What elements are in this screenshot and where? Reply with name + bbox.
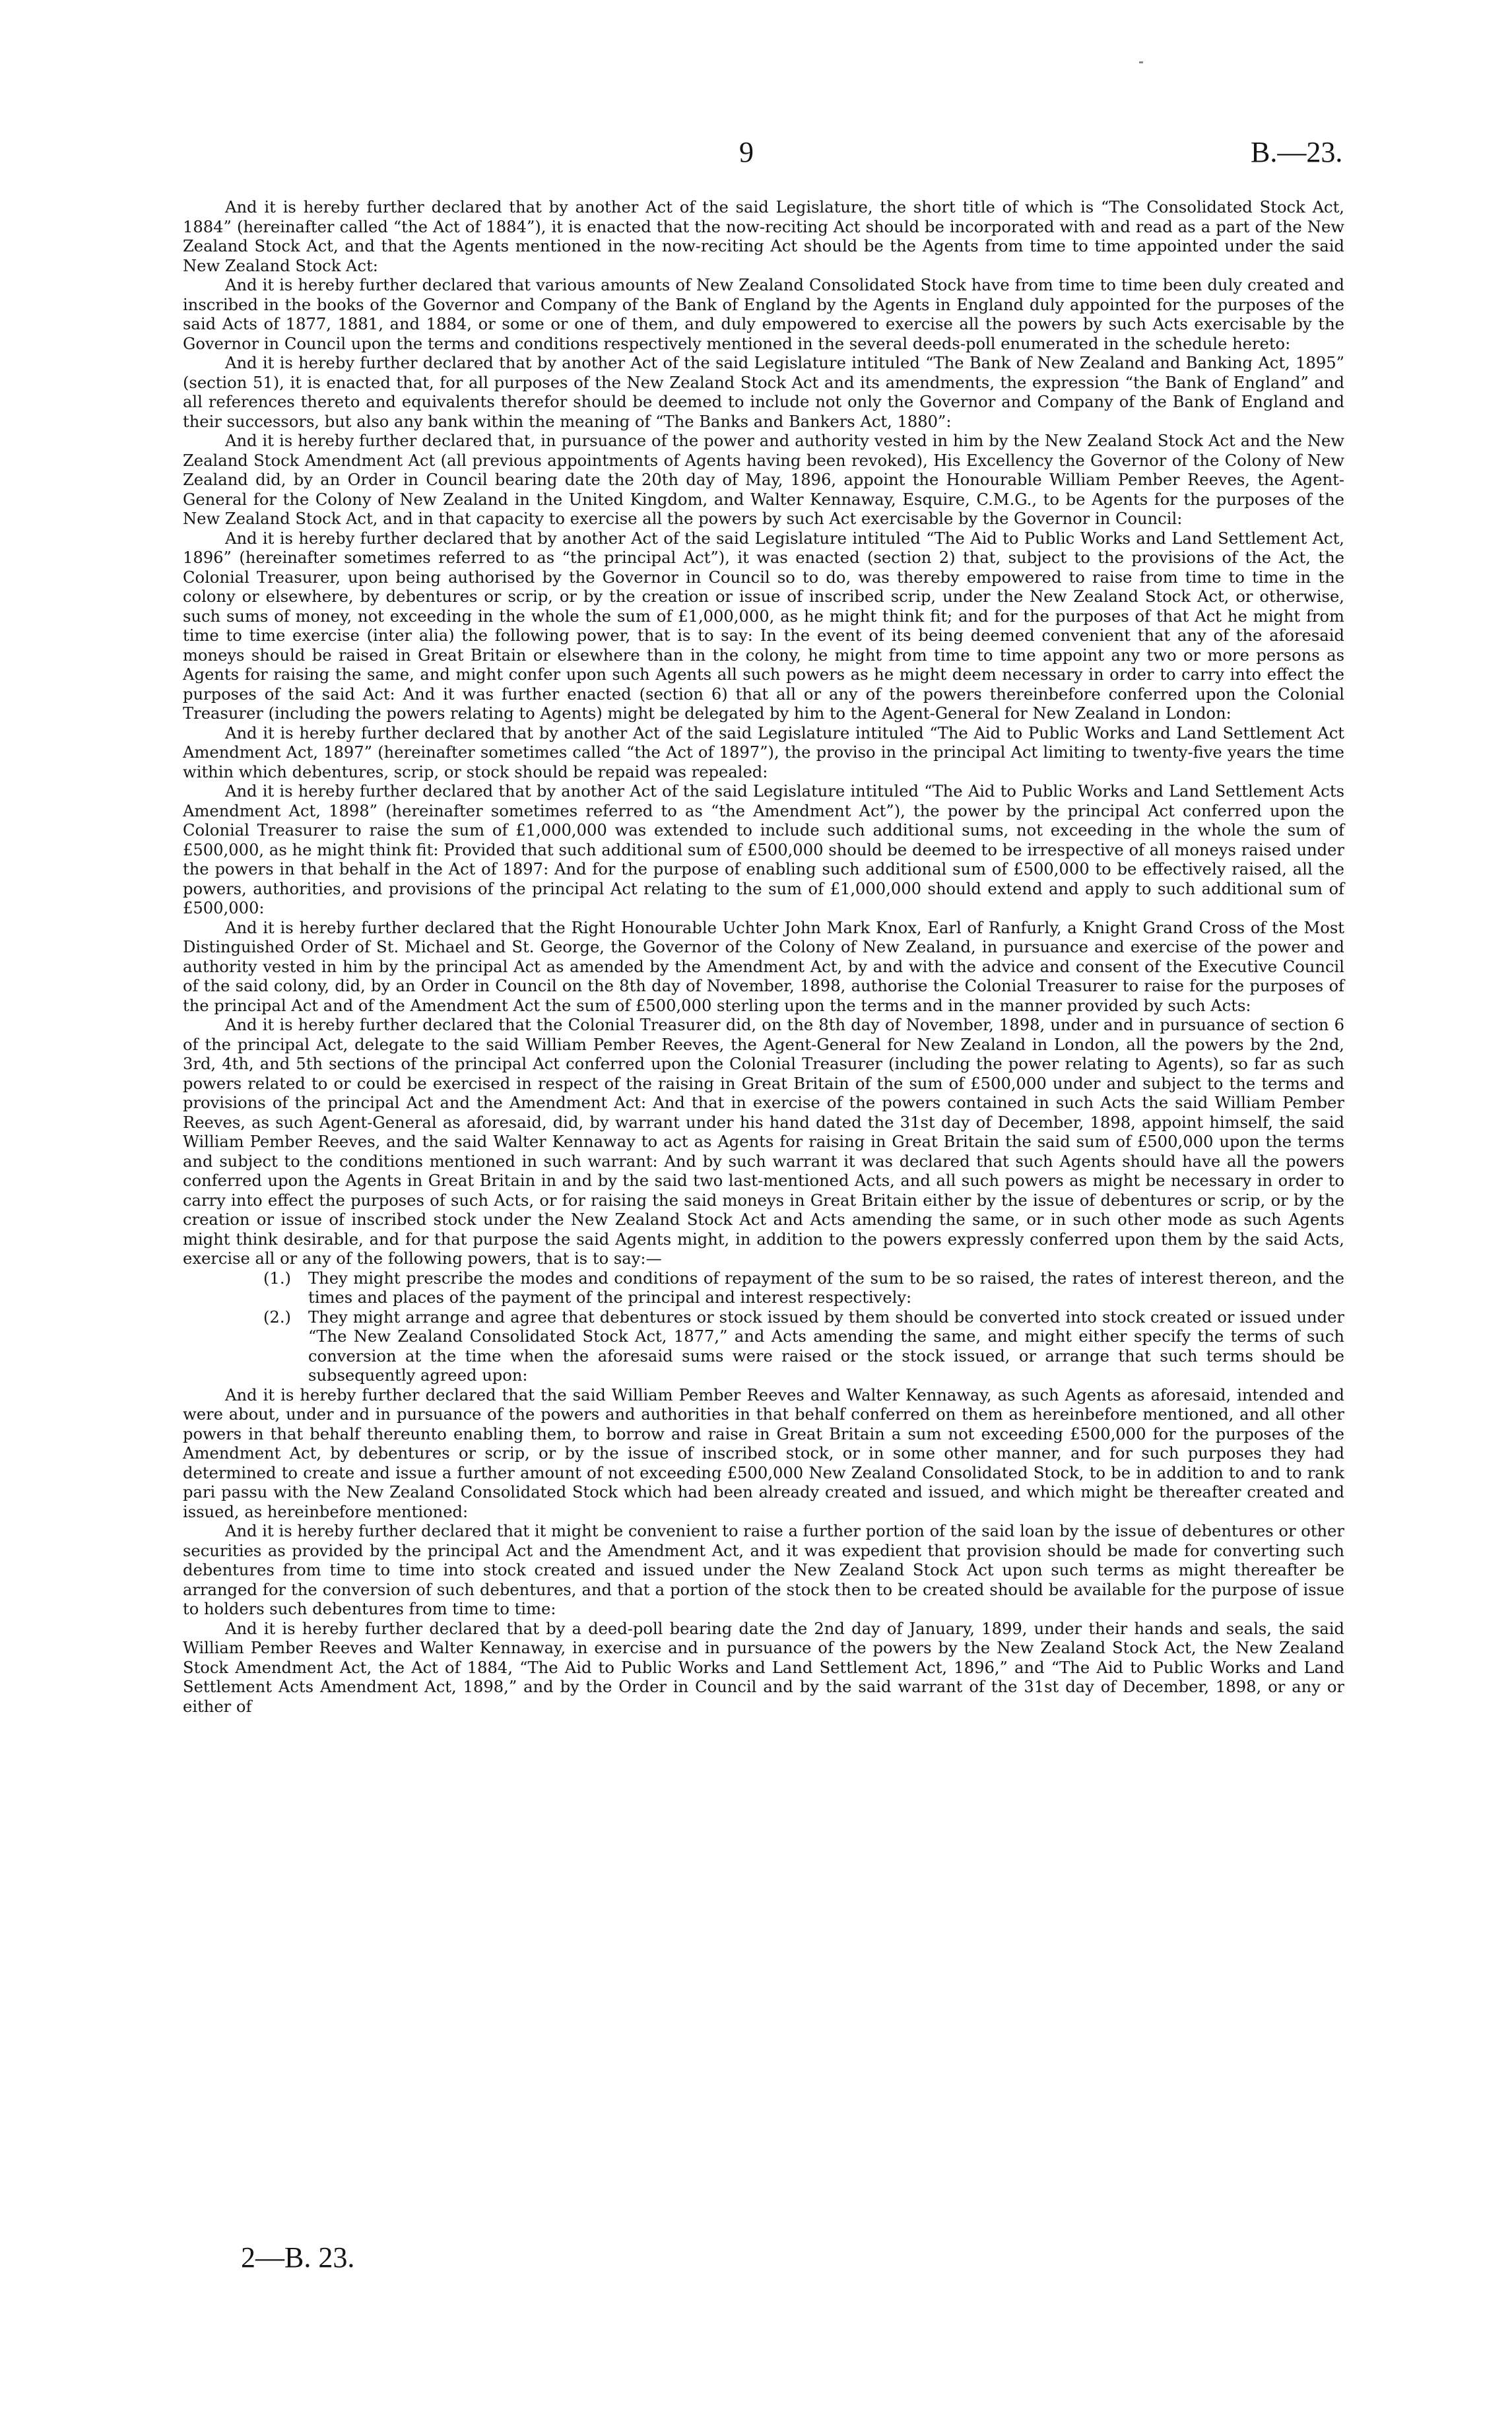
list-item (183, 1308, 1344, 1386)
list-item-number: (2.) (263, 1307, 291, 1327)
paragraph: And it is hereby further declared that the said William Pember Reeves and Walter Kennaway, as such Agents as aforesaid, intended and were about, under and in pursuance of the powers and authorities in that behalf conferred on them as hereinbefore mentioned, and all other powers in that behalf thereunto enabling them, to borrow and raise in Great Britain a sum not exceeding £500,000 for the purposes of the Amendment Act, by debentures or scrip, or by the issue of inscribed stock, or in some other manner, and for such purposes they had determined to create and issue a further amount of not exceeding £500,000 New Zealand Consolidated Stock, to be in addition to and to rank pari passu with the New Zealand Consolidated Stock which had been already created and issued, and which might be thereafter created and issued, as hereinbefore mentioned: (183, 1385, 1344, 1521)
page-number: 9 (739, 136, 754, 168)
paragraph: And it is hereby further declared that the Colonial Treasurer did, on the 8th day of November, 1898, under and in pursuance of section 6 of the principal Act, delegate to the said William Pember Reeves, the Agent-General for New Zealand in London, all the powers by the 2nd, 3rd, 4th, and 5th sections of the principal Act conferred upon the Colonial Treasurer (including the power relating to Agents), so far as such powers related to or could be exercised in respect of the raising in Great Britain of the sum of £500,000 under and subject to the terms and provisions of the principal Act and the Amendment Act: And that in exercise of the powers contained in such Acts the said William Pember Reeves, as such Agent-General as aforesaid, did, by warrant under his hand dated the 31st day of December, 1898, appoint himself, the said William Pember Reeves, and the said Walter Kennaway to act as Agents for raising in Great Britain the said sum of £500,000 upon the terms and subject to the conditions mentioned in such warrant: And by such warrant it was declared that such Agents should have all the powers conferred upon the Agents in Great Britain in and by the said two last-mentioned Acts, and all such powers as might be necessary in order to carry into effect the purposes of such Acts, or for raising the said moneys in Great Britain either by the issue of debentures or scrip, or by the creation or issue of inscribed stock under the New Zealand Stock Act and Acts amending the same, or in such other mode as such Agents might think desirable, and for that purpose the said Agents might, in addition to the powers expressly conferred upon them by the said Acts, exercise all or any of the following powers, that is to say:— (183, 1016, 1344, 1268)
sheet-signature: 2—B. 23. (241, 2241, 355, 2274)
paragraph: And it is hereby further declared that the Right Honourable Uchter John Mark Knox, Earl of Ranfurly, a Knight Grand Cross of the Most Distinguished Order of St. Michael and St. George, the Governor of the Colony of New Zealand, in pursuance and exercise of the power and authority vested in him by the principal Act as amended by the Amendment Act, by and with the advice and consent of the Executive Council of the said colony, did, by an Order in Council on the 8th day of November, 1898, authorise the Colonial Treasurer to raise for the purposes of the principal Act and of the Amendment Act the sum of £500,000 sterling upon the terms and in the manner provided by such Acts: (183, 918, 1344, 1015)
list-item-number: (1.) (263, 1268, 291, 1288)
stray-ink-mark (1139, 61, 1143, 63)
paragraph: And it is hereby further declared that by another Act of the said Legislature intituled “The Bank of New Zealand and Banking Act, 1895” (section 51), it is enacted that, for all purposes of the New Zealand Stock Act and its amendments, the expression “the Bank of England” and all references thereto and equivalents therefor should be deemed to include not only the Governor and Company of the Bank of England and their successors, but also any bank within the meaning of “The Banks and Bankers Act, 1880”: (183, 354, 1344, 431)
paragraph: And it is hereby further declared that, in pursuance of the power and authority vested in him by the New Zealand Stock Act and the New Zealand Stock Amendment Act (all previous appointments of Agents having been revoked), His Excellency the Governor of the Colony of New Zealand did, by an Order in Council bearing date the 20th day of May, 1896, appoint the Honourable William Pember Reeves, the Agent-General for the Colony of New Zealand in the United Kingdom, and Walter Kennaway, Esquire, C.M.G., to be Agents for the purposes of the New Zealand Stock Act, and in that capacity to exercise all the powers by such Act exercisable by the Governor in Council: (183, 432, 1344, 528)
list-item-text: They might prescribe the modes and conditions of repayment of the sum to be so raised, the rates of interest thereon, and the times and places of the payment of the principal and interest respectively: (308, 1268, 1344, 1307)
paragraph: And it is hereby further declared that by another Act of the said Legislature intituled “The Aid to Public Works and Land Settlement Act, 1896” (hereinafter sometimes referred to as “the principal Act”), it was enacted (section 2) that, subject to the provisions of the Act, the Colonial Treasurer, upon being authorised by the Governor in Council so to do, was thereby empowered to raise from time to time in the colony or elsewhere, by debentures or scrip, or by the creation or issue of inscribed scrip, under the New Zealand Stock Act, or otherwise, such sums of money, not exceeding in the whole the sum of £1,000,000, as he might think fit; and for the purposes of that Act he might from time to time exercise (inter alia) the following power, that is to say: In the event of its being deemed convenient that any of the aforesaid moneys should be raised in Great Britain or elsewhere than in the colony, he might from time to time appoint any two or more persons as Agents for raising the same, and might confer upon such Agents all such powers as he might deem necessary in order to carry into effect the purposes of the said Act: And it was further enacted (section 6) that all or any of the powers thereinbefore conferred upon the Colonial Treasurer (including the powers relating to Agents) might be delegated by him to the Agent-General for New Zealand in London: (183, 529, 1344, 723)
list-item (183, 1269, 1344, 1308)
body-text (183, 198, 1344, 1717)
powers-list (183, 1269, 1344, 1386)
paragraph: And it is hereby further declared that various amounts of New Zealand Consolidated Stock have from time to time been duly created and inscribed in the books of the Governor and Company of the Bank of England by the Agents in England duly appointed for the purposes of the said Acts of 1877, 1881, and 1884, or some or one of them, and duly empowered to exercise all the powers by such Acts exercisable by the Governor in Council upon the terms and conditions respectively mentioned in the several deeds-poll enumerated in the schedule hereto: (183, 276, 1344, 353)
paragraph: And it is hereby further declared that by another Act of the said Legislature, the short title of which is “The Consolidated Stock Act, 1884” (hereinafter called “the Act of 1884”), it is enacted that the now-reciting Act should be incorporated with and read as a part of the New Zealand Stock Act, and that the Agents mentioned in the now-reciting Act should be the Agents from time to time appointed under the said New Zealand Stock Act: (183, 198, 1344, 275)
paragraph: And it is hereby further declared that by another Act of the said Legislature intituled “The Aid to Public Works and Land Settlement Acts Amendment Act, 1898” (hereinafter sometimes referred to as “the Amendment Act”), the power by the principal Act conferred upon the Colonial Treasurer to raise the sum of £1,000,000 was extended to include such additional sums, not exceeding in the whole the sum of £500,000, as he might think fit: Provided that such additional sum of £500,000 should be deemed to be irrespective of all moneys raised under the powers in that behalf in the Act of 1897: And for the purpose of enabling such additional sum of £500,000 to be effectively raised, all the powers, authorities, and provisions of the principal Act relating to the sum of £1,000,000 should extend and apply to such additional sum of £500,000: (183, 782, 1344, 917)
paragraph: And it is hereby further declared that by another Act of the said Legislature intituled “The Aid to Public Works and Land Settlement Act Amendment Act, 1897” (hereinafter sometimes called “the Act of 1897”), the proviso in the principal Act limiting to twenty-five years the time within which debentures, scrip, or stock should be repaid was repealed: (183, 723, 1344, 781)
list-item-text: They might arrange and agree that debentures or stock issued by them should be converted into stock created or issued under “The New Zealand Consolidated Stock Act, 1877,” and Acts amending the same, and might either specify the terms of such conversion at the time when the aforesaid sums were raised or the stock issued, or arrange that such terms should be subsequently agreed upon: (308, 1307, 1344, 1385)
paragraph: And it is hereby further declared that by a deed-poll bearing date the 2nd day of January, 1899, under their hands and seals, the said William Pember Reeves and Walter Kennaway, in exercise and in pursuance of the powers by the New Zealand Stock Act, the New Zealand Stock Amendment Act, the Act of 1884, “The Aid to Public Works and Land Settlement Act, 1896,” and “The Aid to Public Works and Land Settlement Acts Amendment Act, 1898,” and by the Order in Council and by the said warrant of the 31st day of December, 1898, or any or either of (183, 1619, 1344, 1716)
paragraph: And it is hereby further declared that it might be convenient to raise a further portion of the said loan by the issue of debentures or other securities as provided by the principal Act and the Amendment Act, and it was expedient that provision should be made for converting such debentures from time to time into stock created and issued under the New Zealand Stock Act upon such terms as might thereafter be arranged for the conversion of such debentures, and that a portion of the stock then to be created should be available for the purpose of issue to holders such debentures from time to time: (183, 1522, 1344, 1618)
document-reference: B.—23. (1251, 136, 1343, 168)
